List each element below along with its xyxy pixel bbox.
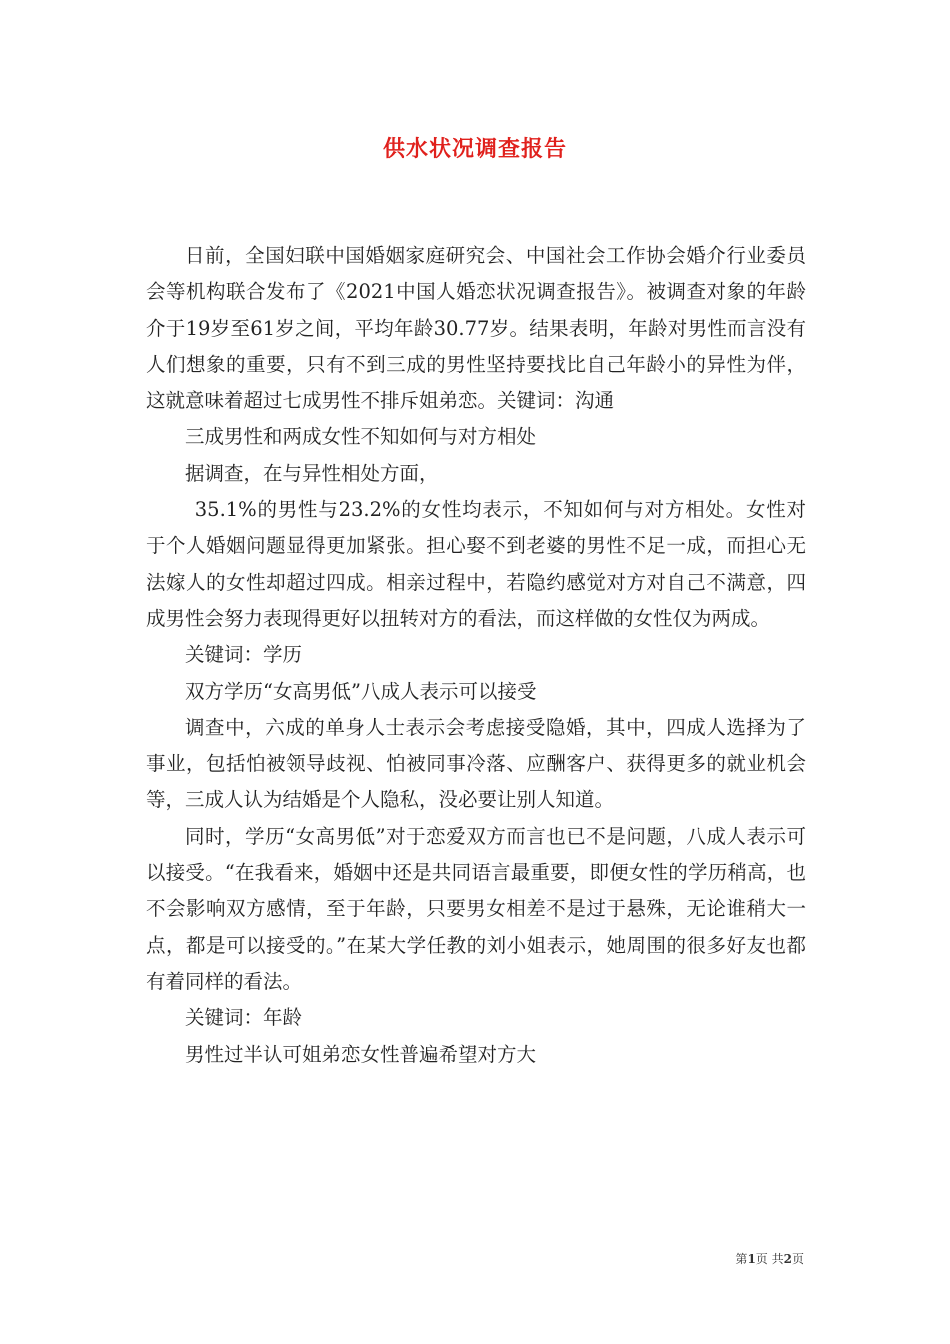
- document-title: 供水状况调查报告: [382, 136, 567, 162]
- footer-middle: 页 共: [755, 1252, 784, 1266]
- footer-suffix: 页: [791, 1252, 804, 1266]
- paragraph-statistics: 35.1%的男性与23.2%的女性均表示，不知如何与对方相处。女性对于个人婚姻问题显得更加紧张。担心娶不到老婆的男性不足一成，而担心无法嫁人的女性却超过四成。相亲过程中，若隐约感觉对方对自己不满意，四成男性会努力表现得更好以扭转对方的看法，而这样做的女性仅为两成。: [146, 498, 806, 630]
- footer-prefix: 第: [735, 1252, 748, 1266]
- footer-total-pages: 2: [783, 1252, 792, 1266]
- paragraph-education-quote: 同时，学历“女高男低”对于恋爱双方而言也已不是问题，八成人表示可以接受。“在我看来，婚姻中还是共同语言最重要，即便女性的学历稍高，也不会影响双方感情，至于年龄，只要男女相差不是过于悬殊，无论谁稍大一点，都是可以接受的。”在某大学任教的刘小姐表示，她周围的很多好友也都有着同样的看法。: [146, 824, 806, 993]
- paragraph-heading-communication: 三成男性和两成女性不知如何与对方相处: [185, 425, 537, 449]
- paragraph-heading-education: 双方学历“女高男低”八成人表示可以接受: [185, 679, 537, 703]
- footer-current-page: 1: [747, 1252, 756, 1266]
- paragraph-keyword-age: 关键词：年龄: [185, 1006, 303, 1030]
- document-body: [146, 238, 806, 1073]
- paragraph-keyword-education: 关键词：学历: [185, 643, 303, 667]
- paragraph-survey: 据调查，在与异性相处方面，: [185, 461, 439, 485]
- paragraph-secret-marriage: 调查中，六成的单身人士表示会考虑接受隐婚，其中，四成人选择为了事业，包括怕被领导歧视、怕被同事冷落、应酬客户、获得更多的就业机会等，三成人认为结婚是个人隐私，没必要让别人知道。: [146, 715, 806, 812]
- paragraph-intro: 日前，全国妇联中国婚姻家庭研究会、中国社会工作协会婚介行业委员会等机构联合发布了《2021中国人婚恋状况调查报告》。被调查对象的年龄介于19岁至61岁之间，平均年龄30.77岁。结果表明，年龄对男性而言没有人们想象的重要，只有不到三成的男性坚持要找比自己年龄小的异性为伴，这就意味着超过七成男性不排斥姐弟恋。关键词：沟通: [146, 244, 806, 413]
- paragraph-heading-age: 男性过半认可姐弟恋女性普遍希望对方大: [185, 1042, 537, 1066]
- page-number-footer: [735, 1250, 804, 1267]
